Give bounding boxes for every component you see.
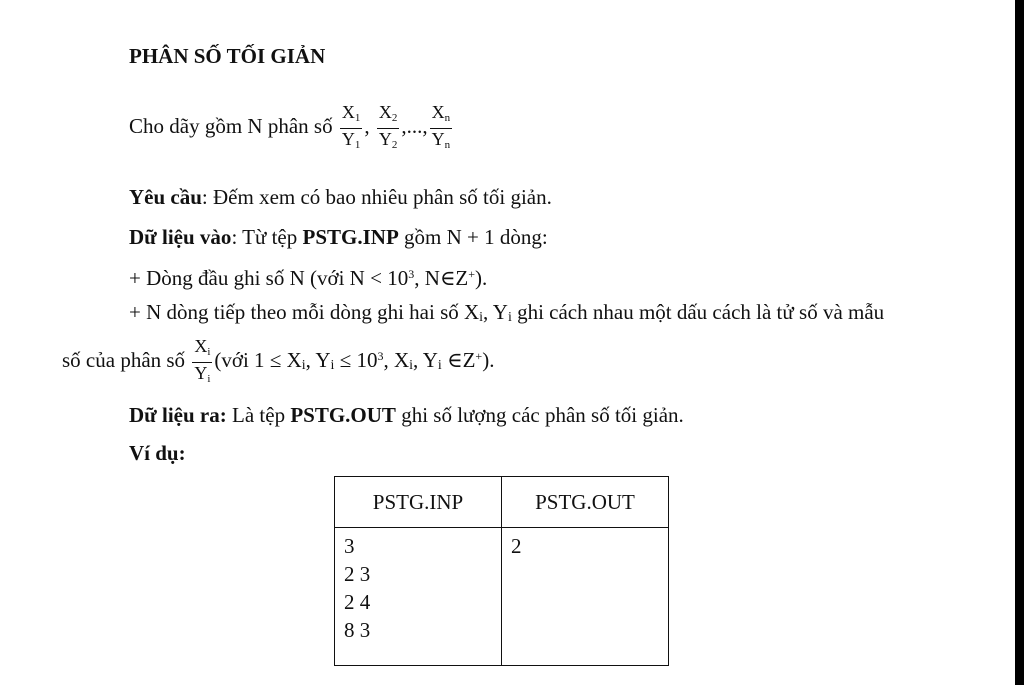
header-input-file: PSTG.INP <box>335 477 502 528</box>
fraction-xi-yi: $\frac{X_i}{Y_i}$ <box>194 335 211 385</box>
input-next-lines-desc: + N dòng tiếp theo mỗi dòng ghi hai số Xi, Yi ghi cách nhau một dấu cách là tử số và mẫu <box>129 300 885 325</box>
input-fraction-desc: số của phân số $\frac{X_i}{Y_i}$ (với 1 ≤ Xi, $Yi \le 10^3$, Xi, Yi ∈Z+). <box>62 326 494 396</box>
example-output-cell <box>502 528 669 666</box>
fraction-x1-y1: $\frac{X_1}{Y_1}$ <box>341 101 361 151</box>
page-edge <box>1015 0 1024 685</box>
input-label: Dữ liệu vào <box>129 225 232 249</box>
example-table-row <box>335 528 669 666</box>
separator-comma: , <box>364 114 370 138</box>
example-table <box>334 476 669 666</box>
example-table-header <box>335 477 669 528</box>
output-label: Dữ liệu ra: <box>129 403 227 427</box>
input-filename: PSTG.INP <box>302 225 399 249</box>
input-line-4: 8 3 <box>344 618 371 642</box>
separator-ellipsis: ,..., <box>401 114 428 138</box>
input-line: Dữ liệu vào: Từ tệp PSTG.INP gồm N + 1 dòng: <box>129 225 548 249</box>
requirement-line <box>129 185 552 209</box>
problem-title: PHÂN SỐ TỐI GIẢN <box>129 44 326 68</box>
fraction-xn-yn: $\frac{X_n}{Y_n}$ <box>431 101 451 151</box>
input-line-2: 2 3 <box>344 562 371 586</box>
input-line-3: 2 4 <box>344 590 371 614</box>
output-line-1: 2 <box>511 534 522 558</box>
fraction-x2-y2: $\frac{X_2}{Y_2}$ <box>378 101 398 151</box>
input-line-1: 3 <box>344 534 355 558</box>
requirement-label: Yêu cầu <box>129 185 202 209</box>
header-output-file: PSTG.OUT <box>502 477 669 528</box>
requirement-text: : Đếm xem có bao nhiêu phân số tối giản. <box>201 185 552 209</box>
example-input-cell <box>335 528 502 666</box>
input-first-line-desc: + Dòng đầu ghi số N (với $N < 10^3$, N∈Z+). <box>129 266 488 290</box>
output-line: Dữ liệu ra: Là tệp PSTG.OUT ghi số lượng các phân số tối giản. <box>129 403 684 427</box>
example-label: Ví dụ: <box>129 441 186 465</box>
intro-line <box>129 96 454 156</box>
intro-text: Cho dãy gồm N phân số <box>129 114 333 138</box>
output-filename: PSTG.OUT <box>290 403 396 427</box>
